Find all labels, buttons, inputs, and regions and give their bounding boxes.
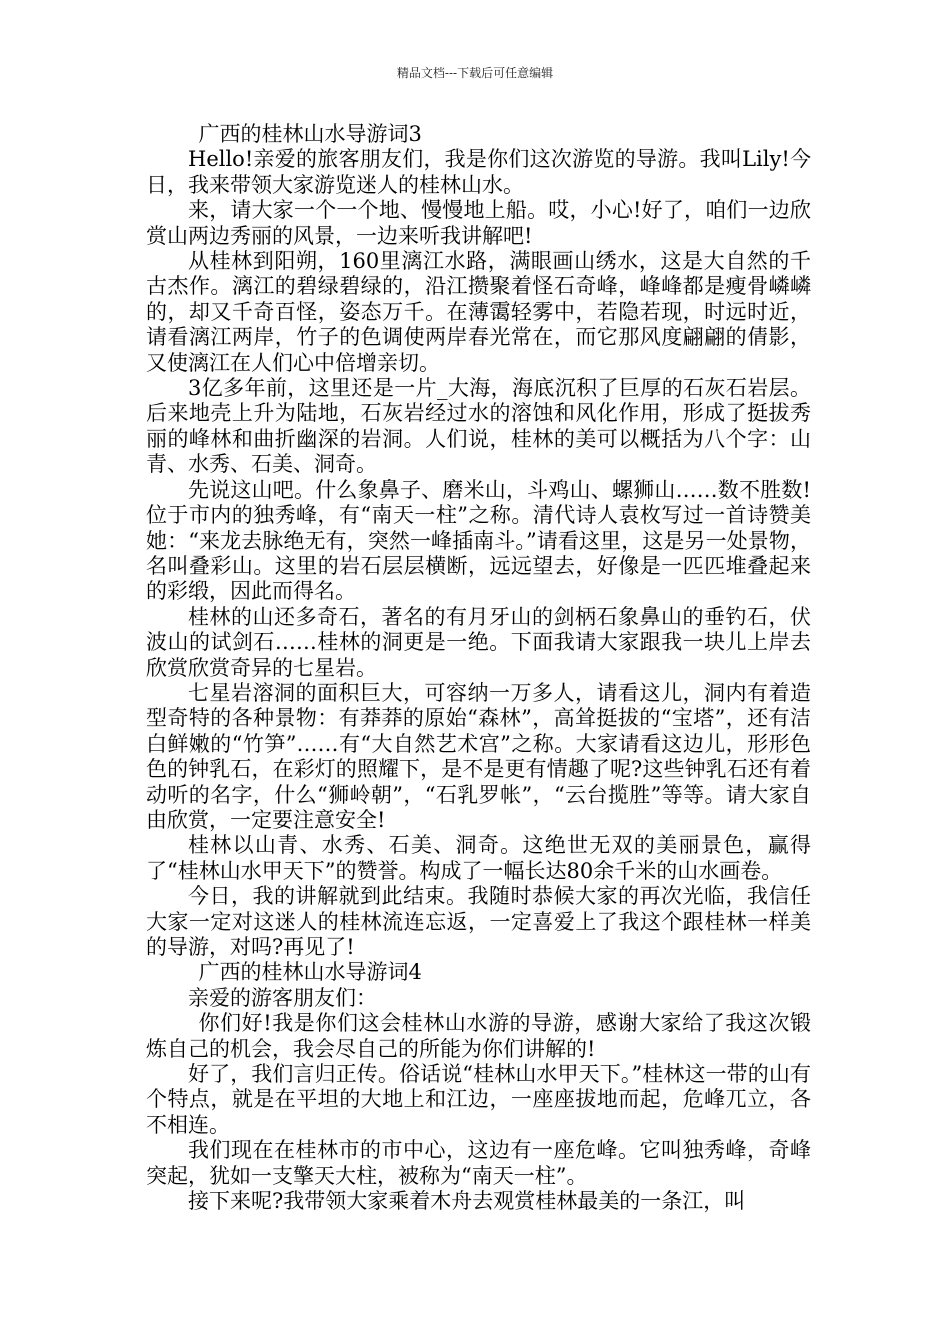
paragraph: 从桂林到阳朔，160里漓江水路，满眼画山绣水，这是大自然的千古杰作。漓江的碧绿碧绿的，沿江攒聚着怪石奇峰，峰峰都是瘦骨嶙嶙的，却又千奇百怪，姿态万千。在薄霭轻雾中，若隐若现，时远时近，请看漓江两岸，竹子的色调使两岸春光常在，而它那风度翩翩的倩影，又使漓江在人们心中倍增亲切。	[146, 249, 811, 375]
paragraph: 好了，我们言归正传。俗话说“桂林山水甲天下。”桂林这一带的山有个特点，就是在平坦的大地上和江边，一座座拔地而起，危峰兀立，各不相连。	[146, 1062, 811, 1137]
paragraph: 3亿多年前，这里还是一片_大海，海底沉积了巨厚的石灰石岩层。后来地壳上升为陆地，石灰岩经过水的溶蚀和风化作用，形成了挺拔秀丽的峰林和曲折幽深的岩洞。人们说，桂林的美可以概括为八个字：山青、水秀、石美、洞奇。	[146, 376, 811, 477]
paragraph: 亲爱的游客朋友们：	[188, 985, 377, 1010]
paragraph: 桂林的山还多奇石，著名的有月牙山的剑柄石象鼻山的垂钓石，伏波山的试剑石……桂林的洞更是一绝。下面我请大家跟我一块儿上岸去欣赏欣赏奇异的七星岩。	[146, 604, 811, 680]
paragraph: 来，请大家一个一个地、慢慢地上船。哎，小心!好了，咱们一边欣赏山两边秀丽的风景，一边来听我讲解吧!	[146, 198, 811, 248]
paragraph: 七星岩溶洞的面积巨大，可容纳一万多人，请看这儿，洞内有着造型奇特的各种景物：有莽莽的原始“森林”，高耸挺拔的“宝塔”，还有洁白鲜嫩的“竹笋”……有“大自然艺术宫”之称。大家请看这边儿，形形色色的钟乳石，在彩灯的照耀下，是不是更有情趣了呢?这些钟乳石还有着动听的名字，什么“狮岭朝”，“石乳罗帐”，“云台揽胜”等等。请大家自由欣赏，一定要注意安全!	[146, 680, 811, 832]
paragraph: 接下来呢?我带领大家乘着木舟去观赏桂林最美的一条江，叫	[188, 1189, 746, 1214]
paragraph: 我们现在在桂林市的市中心，这边有一座危峰。它叫独秀峰，奇峰突起，犹如一支擎天大柱，被称为“南天一柱”。	[146, 1138, 811, 1188]
paragraph: 你们好!我是你们这会桂林山水游的导游，感谢大家给了我这次锻炼自己的机会，我会尽自己的所能为你们讲解的!	[146, 1011, 811, 1061]
paragraph: 桂林以山青、水秀、石美、洞奇。这绝世无双的美丽景色，赢得了“桂林山水甲天下”的赞誉。构成了一幅长达80余千米的山水画卷。	[146, 833, 811, 883]
section-title: 广西的桂林山水导游词4	[198, 960, 422, 985]
section-title: 广西的桂林山水导游词3	[198, 122, 422, 146]
paragraph: 今日，我的讲解就到此结束。我随时恭候大家的再次光临，我信任大家一定对这迷人的桂林流连忘返，一定喜爱上了我这个跟桂林一样美的导游，对吗?再见了!	[146, 884, 811, 959]
paragraph: 先说这山吧。什么象鼻子、磨米山，斗鸡山、螺狮山……数不胜数!位于市内的独秀峰，有“南天一柱”之称。清代诗人袁枚写过一首诗赞美她：“来龙去脉绝无有，突然一峰插南斗。”请看这里，这是另一处景物，名叫叠彩山。这里的岩石层层横断，远远望去，好像是一匹匹堆叠起来的彩缎，因此而得名。	[146, 477, 811, 604]
page-header: 精品文档---下载后可任意编辑	[396, 66, 554, 80]
paragraph: Hello!亲爱的旅客朋友们，我是你们这次游览的导游。我叫Lily!今日，我来带领大家游览迷人的桂林山水。	[146, 147, 811, 197]
document-body	[146, 122, 811, 1214]
